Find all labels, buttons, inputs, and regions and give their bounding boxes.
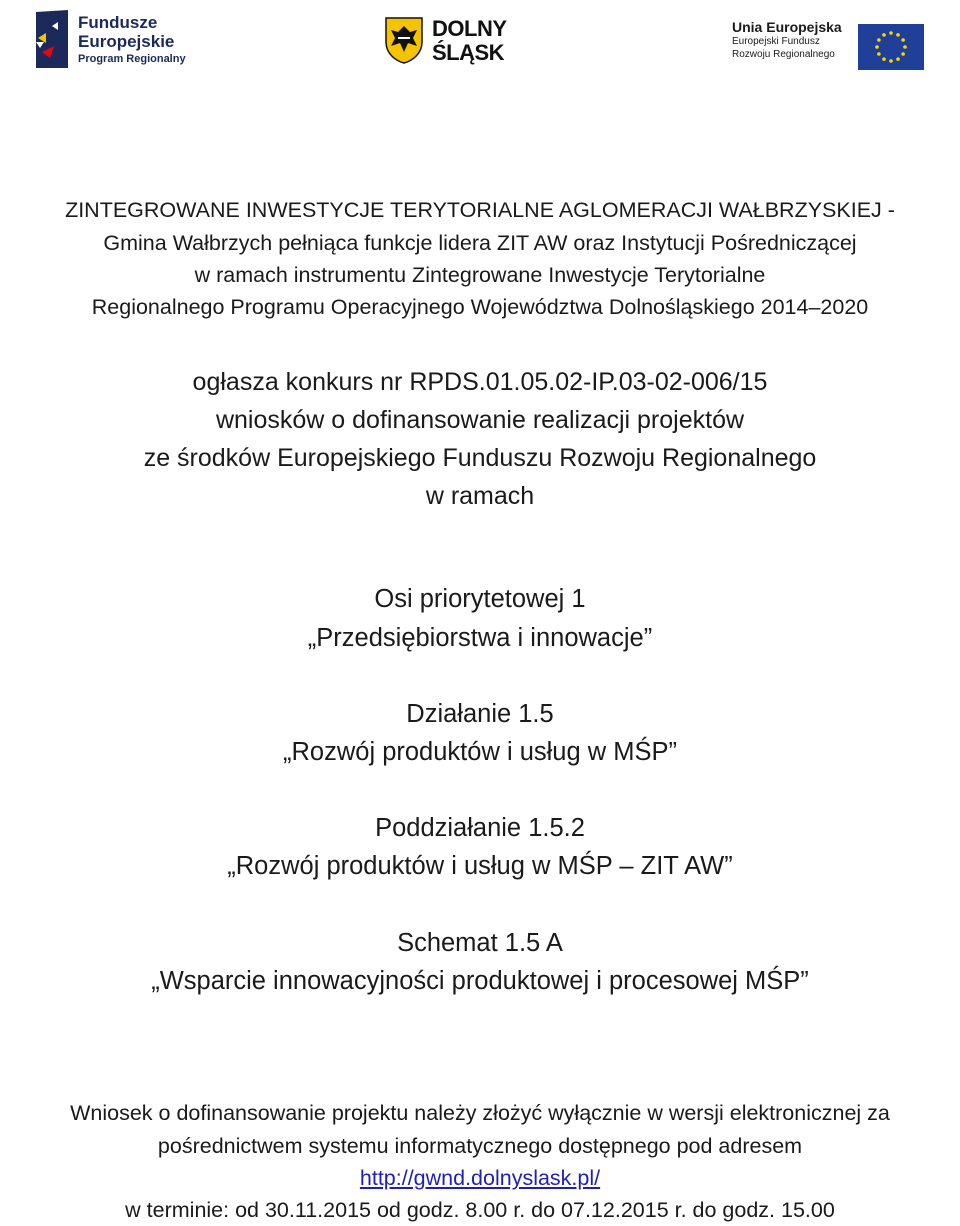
subaction-name: „Rozwój produktów i usług w MŚP – ZIT AW”	[227, 852, 733, 880]
footer-line-2: pośrednictwem systemu informatycznego dostępnego pod adresem	[157, 1134, 803, 1158]
header-line-2: Gmina Wałbrzych pełniąca funkcje lidera ZIT AW oraz Instytucji Pośredniczącej	[103, 231, 857, 255]
eu-star	[901, 38, 905, 42]
ue-logo-line3: Rozwoju Regionalnego	[732, 49, 835, 60]
action-label: Działanie 1.5	[406, 700, 554, 728]
eu-star	[877, 52, 881, 56]
fe-logo-line1: Fundusze	[78, 13, 158, 32]
announcement-line-1: ogłasza konkurs nr RPDS.01.05.02-IP.03-02-006/15	[192, 368, 768, 396]
eu-star	[889, 59, 893, 63]
eu-star	[877, 38, 881, 42]
dolny-slask-logo	[384, 16, 534, 72]
header-line-3: w ramach instrumentu Zintegrowane Inwestycje Terytorialne	[194, 263, 766, 287]
announcement-line-3: ze środków Europejskiego Funduszu Rozwoju Regionalnego	[143, 444, 817, 472]
ds-logo-line2: ŚLĄSK	[432, 40, 505, 65]
header-line-1: ZINTEGROWANE INWESTYCJE TERYTORIALNE AGLOMERACJI WAŁBRZYSKIEJ -	[65, 198, 895, 222]
footer-link-row	[0, 1166, 960, 1191]
stars-flag-icon	[34, 8, 70, 70]
subaction-label: Poddziałanie 1.5.2	[375, 814, 585, 842]
eu-star	[903, 45, 907, 49]
fundusze-europejskie-logo	[34, 8, 194, 72]
priority-axis-name: „Przedsiębiorstwa i innowacje”	[307, 624, 653, 652]
action-name: „Rozwój produktów i usług w MŚP”	[283, 738, 677, 766]
logo-bar	[0, 6, 960, 76]
footer-line-1: Wniosek o dofinansowanie projektu należy złożyć wyłącznie w wersji elektronicznej za	[70, 1101, 890, 1125]
eu-star	[875, 45, 879, 49]
eu-star	[896, 33, 900, 37]
ds-logo-line1: DOLNY	[432, 16, 507, 41]
unia-europejska-logo	[732, 18, 932, 72]
ue-logo-line2: Europejski Fundusz	[732, 36, 820, 47]
header-line-4: Regionalnego Programu Operacyjnego Województwa Dolnośląskiego 2014–2020	[91, 295, 869, 319]
announcement-line-2: wniosków o dofinansowanie realizacji projektów	[215, 406, 745, 434]
eu-star	[896, 57, 900, 61]
fe-logo-line2: Europejskie	[78, 32, 175, 51]
eu-star	[882, 33, 886, 37]
eu-star	[882, 57, 886, 61]
eu-star	[901, 52, 905, 56]
eagle-coat-of-arms-icon	[384, 16, 424, 64]
priority-axis-label: Osi priorytetowej 1	[374, 585, 586, 613]
eu-flag-icon	[858, 24, 924, 70]
application-system-link[interactable]: http://gwnd.dolnyslask.pl/	[359, 1166, 601, 1190]
eu-star	[889, 31, 893, 35]
fe-logo-line3: Program Regionalny	[78, 53, 186, 65]
announcement-line-4: w ramach	[425, 482, 535, 510]
scheme-name: „Wsparcie innowacyjności produktowej i procesowej MŚP”	[151, 967, 809, 995]
scheme-label: Schemat 1.5 A	[397, 929, 563, 957]
footer-deadline: w terminie: od 30.11.2015 od godz. 8.00 r. do 07.12.2015 r. do godz. 15.00	[125, 1198, 835, 1222]
ue-logo-line1: Unia Europejska	[732, 19, 842, 35]
